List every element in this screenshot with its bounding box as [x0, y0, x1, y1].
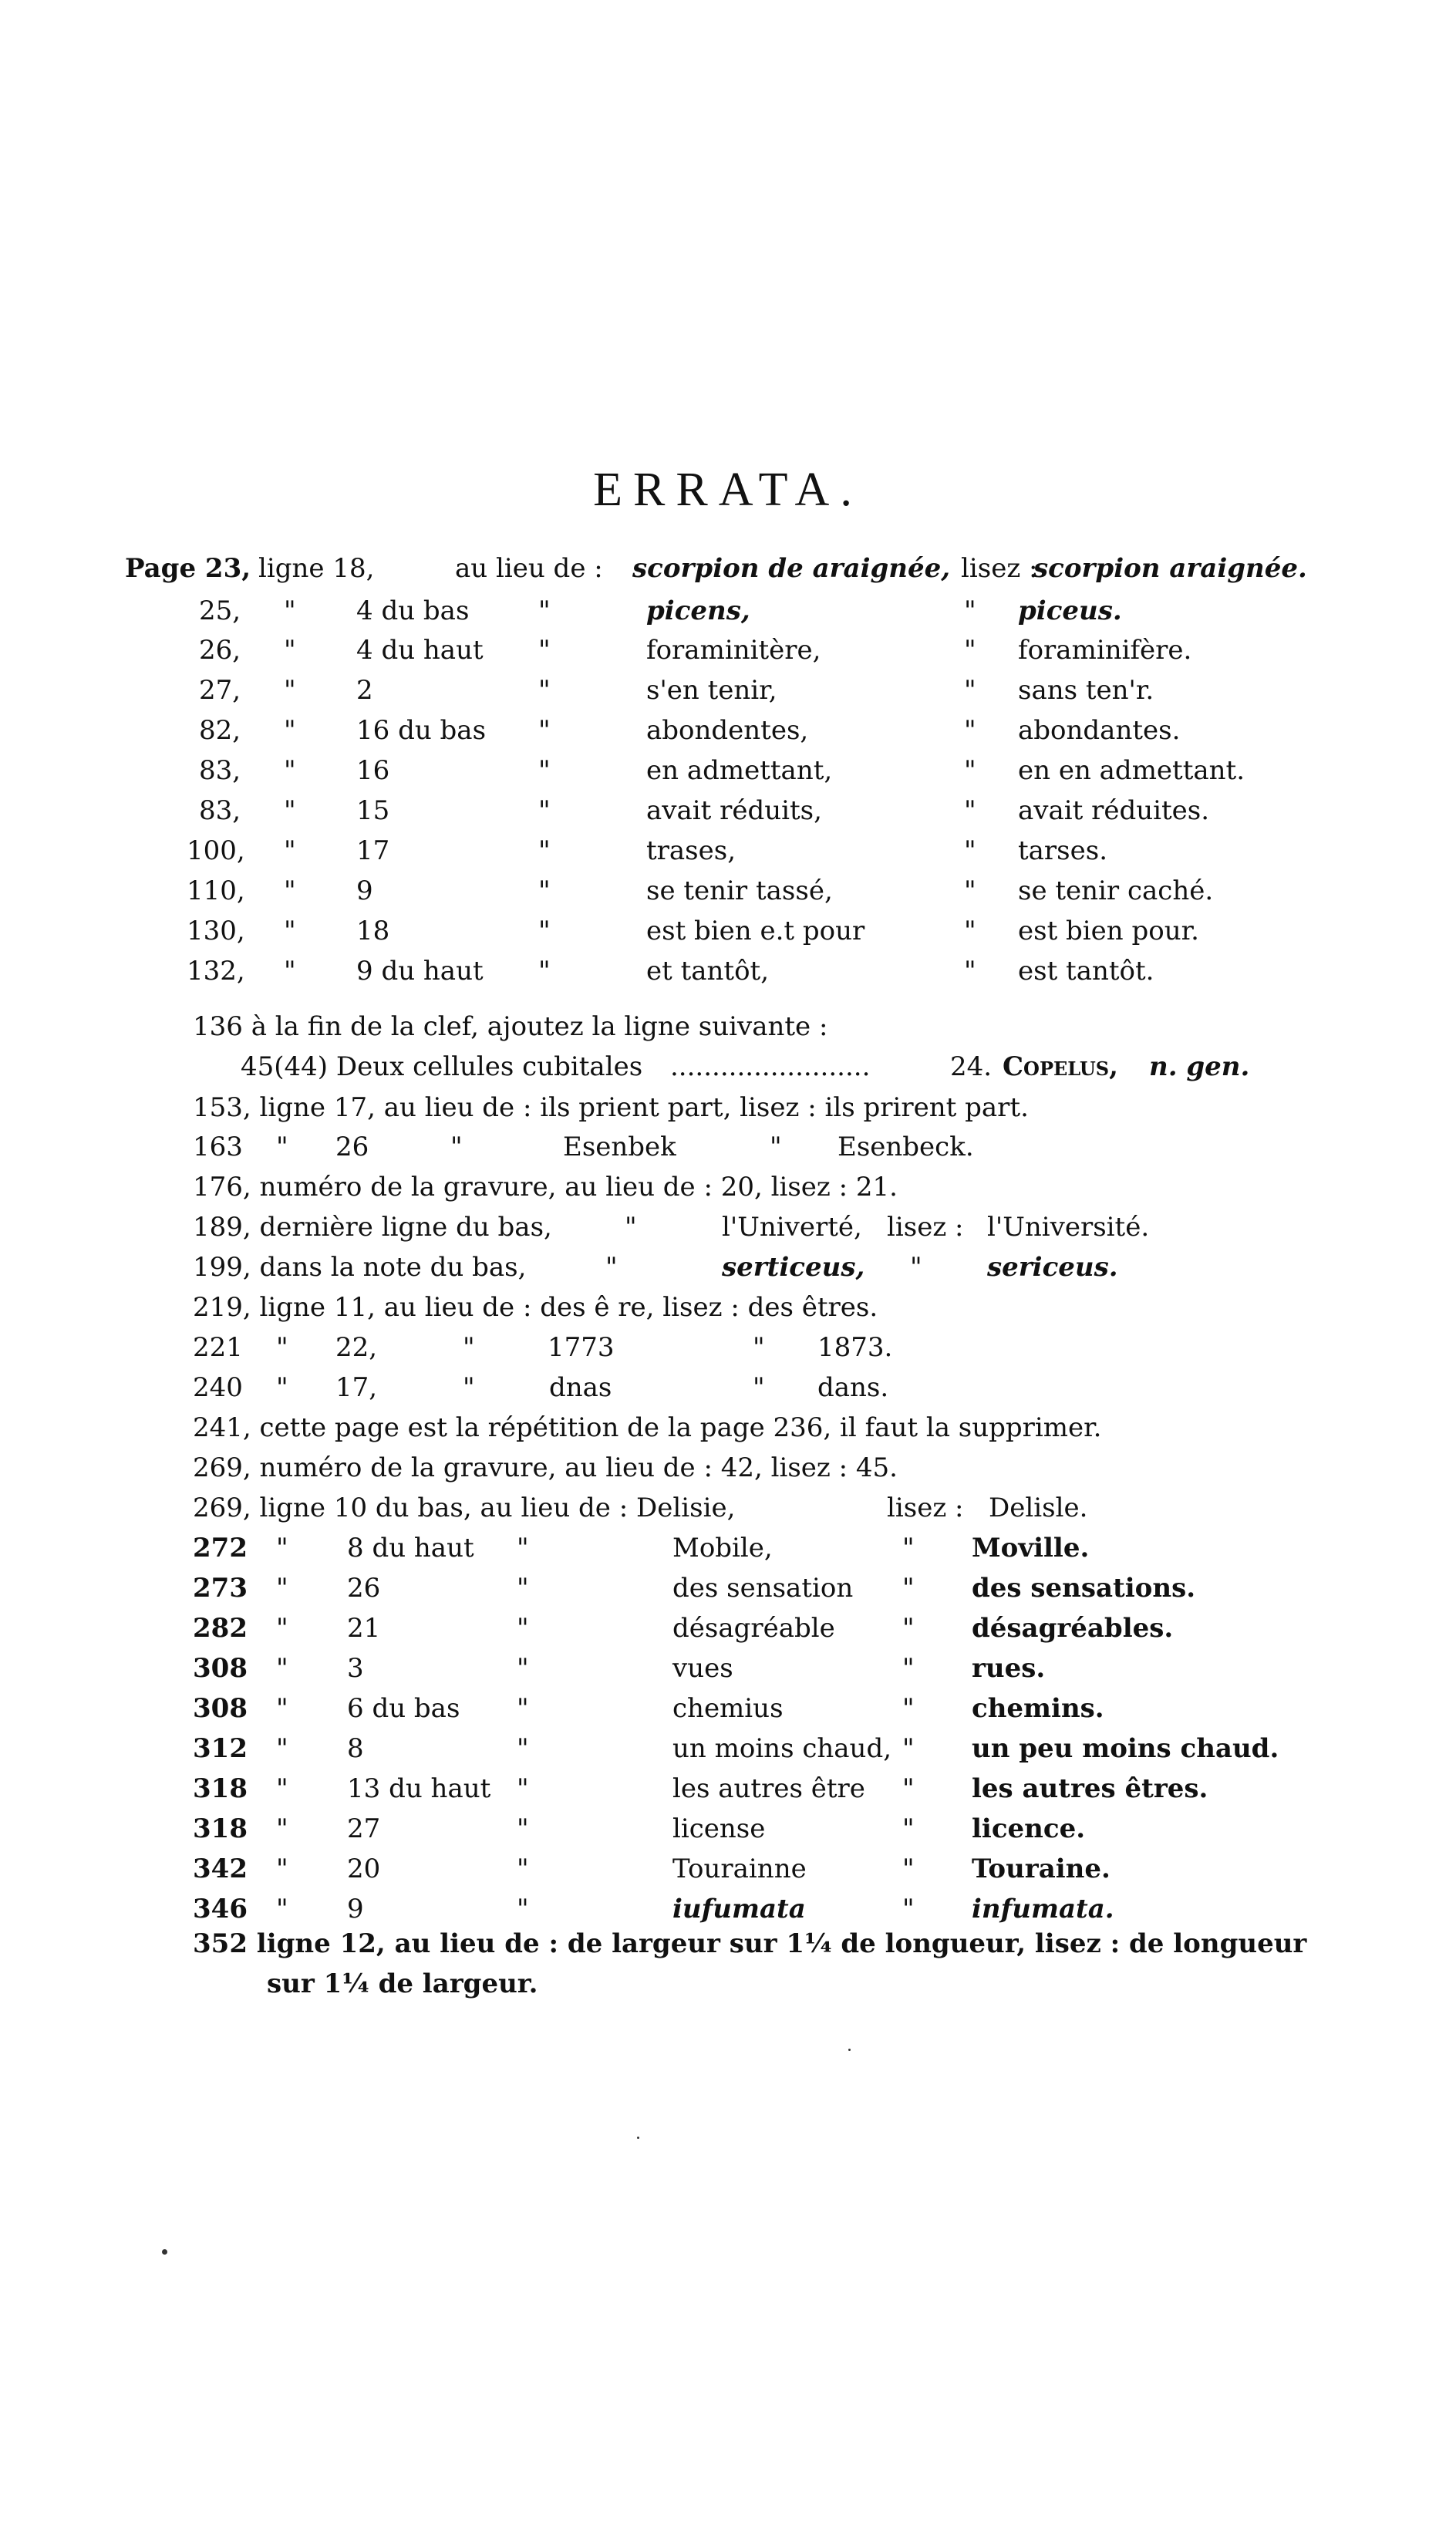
errata-line-352a: 352 ligne 12, au lieu de : de largeur sur 1¼ de longueur, lisez : de longueur: [193, 1928, 1307, 1959]
errata-ditto1: ": [276, 1894, 288, 1924]
errata-page: 130,: [187, 916, 245, 946]
errata-ditto1: ": [284, 675, 296, 706]
errata-line: 16: [356, 755, 390, 786]
errata-right: désagréables.: [972, 1613, 1174, 1644]
errata-ditto1: ": [276, 1733, 288, 1764]
errata-q2: ": [964, 916, 976, 946]
errata-line: 9 du haut: [356, 956, 484, 987]
errata-line: 6 du bas: [347, 1693, 460, 1724]
errata-ditto1: ": [284, 755, 296, 786]
errata-ditto1: ": [284, 635, 296, 666]
errata-q2: ": [964, 875, 976, 906]
errata-page: 25,: [199, 595, 241, 626]
errata-wrong: chemius: [672, 1693, 784, 1724]
errata-right: Moville.: [972, 1533, 1090, 1563]
print-speck: [848, 2049, 851, 2051]
errata-q2: ": [964, 595, 976, 626]
errata-page: 273: [193, 1573, 248, 1604]
errata-page: ERRATA. Page 23, ligne 18, au lieu de : scorpion de araignée, lisez : scorpion araignée. 25, " 4 du bas " picens, " piceus. 26, " 4 du haut " foraminitère, " foraminifère. 27, " 2 " s'en tenir, " sans ten'r. 82, " 16 du bas " abondentes, " abondantes. 83, " 16 " en admettant, " en en admettant. 83, " 15 " avait réduits, " avait réduites. 100, " 17 " trases, " tarses. 110, " 9 " se tenir tassé, " se tenir caché. 130, " 18 " est bien e.t pour " est bien pour. 132, " 9 du haut " et tantôt, " est tantôt. 136 à la fin de la clef, ajoutez la ligne suivante : 45(44) Deux cellules cubitales ........................ 24. Copelus, n. gen. 153, ligne 17, au lieu de : ils prient part, lisez : ils prirent part. 163 " 26 " Esenbek " Esenbeck. 176, numéro de la gravure, au lieu de : 20, lisez : 21. 189, dernière ligne du bas, " l'Univerté, lisez : l'Université. 199, dans la note du bas, " serticeus, " sericeus. 219, ligne 11, au lieu de : des ê re, lisez : des êtres. 221 " 22, " 1773 " 1873. 240 " 17, " dnas " dans. 241, cette page est la répétition de la page 236, il faut la supprimer. 269, numéro de la gravure, au lieu de : 42, lisez : 45. 269, ligne 10 du bas, au lieu de : Delisie, lisez : Delisle. 272 " 8 du haut " Mobile, " Moville. 273 " 26 " des sensation " des sensations. 282 " 21 " désagréable " désagréables. 308 " 3 " vues " rues. 308 " 6 du bas " chemius " chemins. 312 " 8 " un moins chaud, " un peu moins chaud. 318 " 13 du haut " les autres être " les autres êtres. 318 " 27 " license " licence. 342 " 20 " Tourainne " Touraine. 346 " 9 " iufumata " infumata. 352 ligne 12, au lieu de : de largeur sur 1¼ de longueur, lisez : de longueur sur 1¼ de largeur.: [0, 0, 1456, 2540]
errata-line: 15: [356, 795, 390, 826]
errata-right: les autres êtres.: [972, 1773, 1208, 1804]
errata-q2: ": [902, 1773, 915, 1804]
errata-q2: ": [902, 1653, 915, 1684]
errata-wrong: vues: [672, 1653, 733, 1684]
errata-right: chemins.: [972, 1693, 1104, 1724]
errata-wrong: les autres être: [672, 1773, 865, 1804]
errata-q2: ": [964, 795, 976, 826]
errata-wrong: se tenir tassé,: [646, 875, 833, 906]
errata-q1: ": [517, 1573, 529, 1604]
errata-line: 27: [347, 1813, 381, 1844]
errata-right: un peu moins chaud.: [972, 1733, 1279, 1764]
errata-line-241: 241, cette page est la répétition de la page 236, il faut la supprimer.: [193, 1412, 1102, 1443]
errata-wrong: et tantôt,: [646, 956, 770, 987]
errata-ditto1: ": [284, 835, 296, 866]
errata-right: tarses.: [1018, 835, 1108, 866]
errata-ditto1: ": [276, 1533, 288, 1563]
errata-right: Touraine.: [972, 1854, 1111, 1884]
errata-q2: ": [902, 1613, 915, 1644]
errata-wrong: license: [672, 1813, 766, 1844]
errata-q2: ": [964, 715, 976, 746]
errata-wrong: désagréable: [672, 1613, 835, 1644]
errata-right: est bien pour.: [1018, 916, 1199, 946]
errata-wrong: iufumata: [672, 1894, 806, 1924]
errata-wrong: des sensation: [672, 1573, 854, 1604]
errata-q2: ": [902, 1573, 915, 1604]
errata-q1: ": [538, 875, 551, 906]
errata-page: 83,: [199, 795, 241, 826]
errata-line: 9: [356, 875, 373, 906]
errata-wrong: Mobile,: [672, 1533, 773, 1563]
errata-line: 13 du haut: [347, 1773, 491, 1804]
errata-q1: ": [538, 675, 551, 706]
errata-page: 346: [193, 1894, 248, 1924]
errata-ditto1: ": [276, 1573, 288, 1604]
errata-q2: lisez :: [961, 553, 1038, 584]
errata-q1: ": [517, 1693, 529, 1724]
errata-q1: ": [538, 635, 551, 666]
errata-q2: ": [902, 1854, 915, 1884]
errata-q2: ": [964, 835, 976, 866]
errata-right: licence.: [972, 1813, 1086, 1844]
errata-q2: ": [902, 1693, 915, 1724]
errata-line: 17: [356, 835, 390, 866]
errata-page: 272: [193, 1533, 248, 1563]
errata-q2: ": [964, 635, 976, 666]
errata-page: 26,: [199, 635, 241, 666]
errata-q2: ": [902, 1894, 915, 1924]
errata-line: 21: [347, 1613, 381, 1644]
errata-wrong: trases,: [646, 835, 736, 866]
errata-right: foraminifère.: [1018, 635, 1192, 666]
errata-wrong: est bien e.t pour: [646, 916, 865, 946]
errata-q2: ": [964, 956, 976, 987]
errata-right: se tenir caché.: [1018, 875, 1214, 906]
errata-page: 27,: [199, 675, 241, 706]
errata-q1: au lieu de :: [455, 553, 603, 584]
errata-wrong: un moins chaud,: [672, 1733, 892, 1764]
errata-right: avait réduites.: [1018, 795, 1210, 826]
errata-line: 16 du bas: [356, 715, 487, 746]
errata-wrong: s'en tenir,: [646, 675, 777, 706]
errata-page: 132,: [187, 956, 245, 987]
errata-wrong: avait réduits,: [646, 795, 822, 826]
errata-q1: ": [538, 715, 551, 746]
errata-page: 308: [193, 1693, 248, 1724]
errata-page: 312: [193, 1733, 248, 1764]
errata-q2: ": [964, 675, 976, 706]
errata-right: est tantôt.: [1018, 956, 1154, 987]
errata-ditto1: ": [276, 1854, 288, 1884]
errata-q2: ": [964, 755, 976, 786]
errata-q1: ": [538, 916, 551, 946]
errata-q2: ": [902, 1813, 915, 1844]
print-speck: [637, 2137, 639, 2139]
errata-q1: ": [538, 956, 551, 987]
errata-q1: ": [517, 1854, 529, 1884]
errata-wrong: scorpion de araignée,: [632, 553, 951, 584]
errata-q1: ": [538, 835, 551, 866]
errata-ditto1: ": [284, 715, 296, 746]
errata-ditto1: ": [284, 595, 296, 626]
errata-ditto1: ": [276, 1693, 288, 1724]
errata-ditto1: ": [276, 1653, 288, 1684]
errata-line: ligne 18,: [258, 553, 375, 584]
errata-ditto1: ": [284, 916, 296, 946]
errata-ditto1: ": [276, 1813, 288, 1844]
errata-right: scorpion araignée.: [1033, 553, 1307, 584]
page-title: ERRATA.: [593, 464, 863, 516]
errata-ditto1: ": [276, 1613, 288, 1644]
errata-page: Page 23,: [125, 553, 251, 584]
errata-right: sans ten'r.: [1018, 675, 1154, 706]
errata-line-219: 219, ligne 11, au lieu de : des ê re, lisez : des êtres.: [193, 1292, 878, 1323]
errata-wrong: Tourainne: [672, 1854, 807, 1884]
errata-right: rues.: [972, 1653, 1046, 1684]
errata-q1: ": [517, 1813, 529, 1844]
errata-line-136: 136 à la fin de la clef, ajoutez la ligne suivante :: [193, 1011, 828, 1042]
errata-page: 83,: [199, 755, 241, 786]
errata-right: infumata.: [972, 1894, 1114, 1924]
errata-line: 3: [347, 1653, 364, 1684]
errata-line: 26: [347, 1573, 381, 1604]
errata-q1: ": [538, 795, 551, 826]
errata-q1: ": [517, 1533, 529, 1563]
errata-line: 8 du haut: [347, 1533, 474, 1563]
errata-q1: ": [517, 1613, 529, 1644]
errata-q1: ": [538, 595, 551, 626]
errata-q2: ": [902, 1533, 915, 1563]
errata-q2: ": [902, 1733, 915, 1764]
errata-line: 4 du haut: [356, 635, 484, 666]
errata-line: 8: [347, 1733, 364, 1764]
errata-right: abondantes.: [1018, 715, 1181, 746]
errata-line: 2: [356, 675, 373, 706]
errata-ditto1: ": [276, 1773, 288, 1804]
errata-line: 18: [356, 916, 390, 946]
errata-line-269a: 269, numéro de la gravure, au lieu de : 42, lisez : 45.: [193, 1452, 898, 1483]
errata-ditto1: ": [284, 956, 296, 987]
errata-line: 9: [347, 1894, 364, 1924]
errata-page: 318: [193, 1813, 248, 1844]
errata-page: 308: [193, 1653, 248, 1684]
errata-wrong: abondentes,: [646, 715, 809, 746]
errata-right: en en admettant.: [1018, 755, 1245, 786]
errata-page: 82,: [199, 715, 241, 746]
errata-q1: ": [517, 1733, 529, 1764]
errata-page: 318: [193, 1773, 248, 1804]
errata-line-352b: sur 1¼ de largeur.: [267, 1968, 538, 1999]
errata-page: 342: [193, 1854, 248, 1884]
errata-q1: ": [517, 1773, 529, 1804]
errata-page: 110,: [187, 875, 245, 906]
errata-right: piceus.: [1018, 595, 1122, 626]
errata-wrong: foraminitère,: [646, 635, 821, 666]
print-speck: [162, 2249, 167, 2255]
errata-ditto1: ": [284, 875, 296, 906]
errata-right: des sensations.: [972, 1573, 1196, 1604]
errata-line: 4 du bas: [356, 595, 470, 626]
errata-q1: ": [538, 755, 551, 786]
errata-q1: ": [517, 1653, 529, 1684]
errata-line-176: 176, numéro de la gravure, au lieu de : 20, lisez : 21.: [193, 1172, 898, 1203]
errata-line-153: 153, ligne 17, au lieu de : ils prient part, lisez : ils prirent part.: [193, 1092, 1029, 1123]
errata-ditto1: ": [284, 795, 296, 826]
errata-line: 20: [347, 1854, 381, 1884]
errata-page: 100,: [187, 835, 245, 866]
errata-wrong: picens,: [646, 595, 750, 626]
errata-wrong: en admettant,: [646, 755, 833, 786]
errata-q1: ": [517, 1894, 529, 1924]
errata-page: 282: [193, 1613, 248, 1644]
